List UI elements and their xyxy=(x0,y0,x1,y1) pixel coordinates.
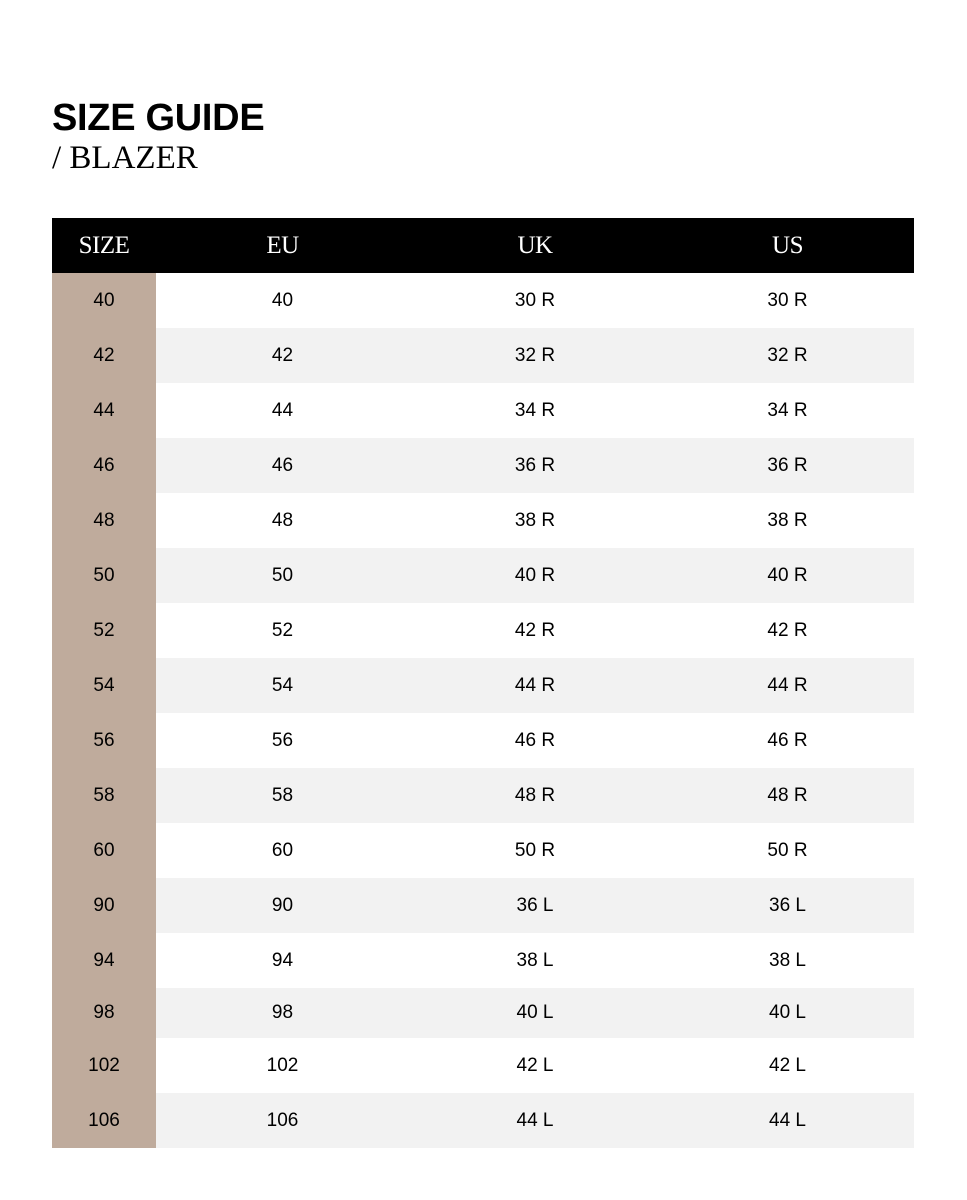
table-row xyxy=(52,383,914,438)
header-uk: UK xyxy=(517,231,553,259)
cell-uk: 36 R xyxy=(409,438,661,493)
cell-uk: 44 L xyxy=(409,1093,661,1148)
table-row xyxy=(52,438,914,493)
table-row xyxy=(52,823,914,878)
cell-uk: 40 L xyxy=(409,988,661,1038)
cell-size: 46 xyxy=(52,438,156,493)
cell-size: 52 xyxy=(52,603,156,658)
page-subtitle: / BLAZER xyxy=(52,140,198,176)
cell-size: 44 xyxy=(52,383,156,438)
cell-eu: 44 xyxy=(156,383,409,438)
table-row xyxy=(52,548,914,603)
cell-us: 40 L xyxy=(661,988,914,1038)
cell-us: 34 R xyxy=(661,383,914,438)
cell-uk: 50 R xyxy=(409,823,661,878)
cell-uk: 30 R xyxy=(409,273,661,328)
cell-uk: 44 R xyxy=(409,658,661,713)
cell-us: 36 R xyxy=(661,438,914,493)
cell-uk: 42 L xyxy=(409,1038,661,1093)
cell-us: 48 R xyxy=(661,768,914,823)
table-row xyxy=(52,603,914,658)
cell-size: 102 xyxy=(52,1038,156,1093)
cell-us: 44 L xyxy=(661,1093,914,1148)
cell-eu: 98 xyxy=(156,988,409,1038)
table-row xyxy=(52,493,914,548)
cell-size: 94 xyxy=(52,933,156,988)
cell-eu: 58 xyxy=(156,768,409,823)
cell-size: 58 xyxy=(52,768,156,823)
cell-us: 38 R xyxy=(661,493,914,548)
cell-us: 38 L xyxy=(661,933,914,988)
cell-eu: 60 xyxy=(156,823,409,878)
table-row xyxy=(52,933,914,988)
table-row xyxy=(52,273,914,328)
cell-us: 42 L xyxy=(661,1038,914,1093)
cell-uk: 32 R xyxy=(409,328,661,383)
cell-size: 48 xyxy=(52,493,156,548)
cell-size: 106 xyxy=(52,1093,156,1148)
cell-us: 50 R xyxy=(661,823,914,878)
header-us: US xyxy=(772,231,803,259)
cell-uk: 42 R xyxy=(409,603,661,658)
cell-us: 40 R xyxy=(661,548,914,603)
cell-uk: 40 R xyxy=(409,548,661,603)
cell-eu: 54 xyxy=(156,658,409,713)
cell-size: 54 xyxy=(52,658,156,713)
cell-eu: 56 xyxy=(156,713,409,768)
cell-eu: 40 xyxy=(156,273,409,328)
cell-eu: 46 xyxy=(156,438,409,493)
cell-eu: 50 xyxy=(156,548,409,603)
table-row xyxy=(52,1038,914,1093)
cell-size: 56 xyxy=(52,713,156,768)
table-row xyxy=(52,988,914,1038)
cell-eu: 102 xyxy=(156,1038,409,1093)
cell-uk: 38 R xyxy=(409,493,661,548)
cell-eu: 90 xyxy=(156,878,409,933)
cell-eu: 94 xyxy=(156,933,409,988)
cell-us: 36 L xyxy=(661,878,914,933)
cell-uk: 34 R xyxy=(409,383,661,438)
cell-eu: 52 xyxy=(156,603,409,658)
table-body xyxy=(52,273,914,1148)
cell-size: 60 xyxy=(52,823,156,878)
cell-us: 46 R xyxy=(661,713,914,768)
header-size: SIZE xyxy=(78,231,130,259)
cell-uk: 38 L xyxy=(409,933,661,988)
cell-us: 30 R xyxy=(661,273,914,328)
cell-size: 40 xyxy=(52,273,156,328)
cell-uk: 46 R xyxy=(409,713,661,768)
page-title: SIZE GUIDE xyxy=(52,97,265,139)
cell-eu: 106 xyxy=(156,1093,409,1148)
table-header-row xyxy=(52,218,914,273)
table-row xyxy=(52,328,914,383)
table-row xyxy=(52,1093,914,1148)
cell-size: 98 xyxy=(52,988,156,1038)
table-row xyxy=(52,768,914,823)
cell-uk: 36 L xyxy=(409,878,661,933)
cell-size: 50 xyxy=(52,548,156,603)
cell-us: 42 R xyxy=(661,603,914,658)
cell-uk: 48 R xyxy=(409,768,661,823)
cell-us: 44 R xyxy=(661,658,914,713)
cell-size: 90 xyxy=(52,878,156,933)
table-row xyxy=(52,878,914,933)
cell-size: 42 xyxy=(52,328,156,383)
size-table xyxy=(52,218,914,1148)
cell-us: 32 R xyxy=(661,328,914,383)
table-row xyxy=(52,658,914,713)
header-eu: EU xyxy=(266,231,299,259)
cell-eu: 48 xyxy=(156,493,409,548)
cell-eu: 42 xyxy=(156,328,409,383)
table-row xyxy=(52,713,914,768)
